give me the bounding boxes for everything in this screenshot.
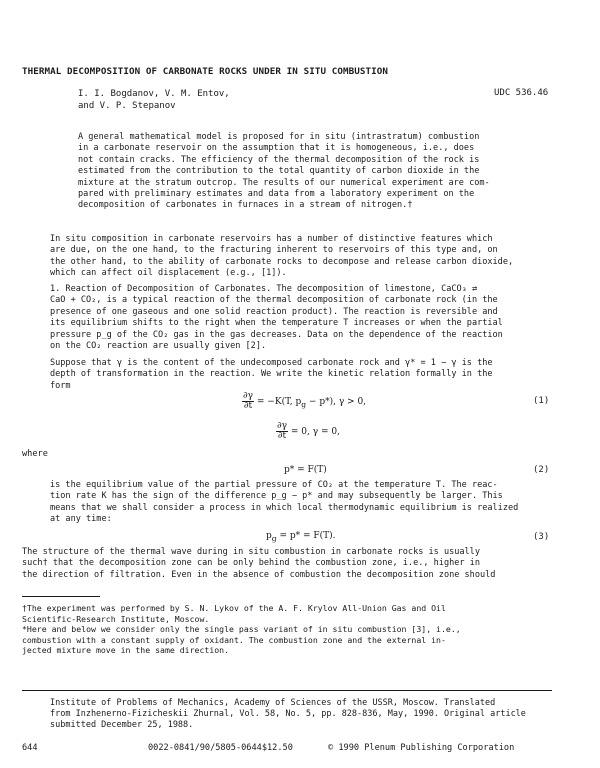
equation-number: (2) [533, 465, 550, 475]
footnote-line: combustion with a constant supply of oxidant. The combustion zone and the external in- [22, 634, 446, 645]
institution-line: from Inzhenerno-Fizicheskii Zhurnal, Vol. 58, No. 5, pp. 828-836, May, 1990. Original article [50, 709, 526, 720]
abstract-line: decomposition of carbonates in furnaces in a stream of nitrogen.† [78, 200, 413, 211]
body-line: The structure of the thermal wave during in situ combustion in carbonate rocks is usually [22, 547, 480, 557]
fraction-numerator: ∂γ [243, 391, 254, 401]
fraction-denominator: ∂t [277, 431, 287, 441]
abstract-line: mixture at the stratum outcrop. The results of our numerical experiment are com- [78, 177, 490, 188]
fraction-denominator: ∂t [243, 401, 253, 411]
institution-line: Institute of Problems of Mechanics, Academy of Sciences of the USSR, Moscow. Translated [50, 698, 496, 708]
equation-number: (3) [533, 532, 550, 542]
copyright-line: © 1990 Plenum Publishing Corporation [328, 743, 515, 753]
fraction [276, 422, 288, 441]
footnote-line: †The experiment was performed by S. N. Lykov of the A. F. Krylov All-Union Gas and Oil [22, 603, 446, 613]
body-line: such† that the decomposition zone can be only behind the combustion zone, i.e., higher in [22, 558, 480, 569]
page-number: 644 [22, 743, 38, 753]
article-title: THERMAL DECOMPOSITION OF CARBONATE ROCKS UNDER IN SITU COMBUSTION [22, 66, 389, 77]
body-line: which can affect oil displacement (e.g., [1]). [50, 268, 287, 279]
footnotes [22, 603, 461, 656]
fraction [242, 392, 254, 411]
body-line: its equilibrium shifts to the right when the temperature T increases or when the partial [50, 318, 503, 329]
abstract-line: pared with preliminary estimates and data from a laboratory experiment on the [78, 189, 475, 200]
abstract-line: in a carbonate reservoir on the assumption that it is homogeneous, i.e., does [78, 143, 475, 154]
body-line: at any time: [50, 514, 112, 525]
body-line: form [50, 380, 71, 391]
equation-subscript: g [271, 533, 277, 543]
equation-2: p* = F(T) [284, 465, 327, 475]
body-line: the direction of filtration. Even in the absence of combustion the decomposition zone should [22, 569, 496, 580]
body-line: depth of transformation in the reaction. We write the kinetic relation formally in the [50, 369, 493, 380]
equation-3 [266, 531, 336, 543]
body-line: CaO + CO₂, is a typical reaction of the thermal decomposition of carbonate rock (in the [50, 295, 498, 306]
body-line: 1. Reaction of Decomposition of Carbonates. The decomposition of limestone, CaCO₃ ⇄ [50, 284, 478, 294]
body-line: pressure p_g of the CO₂ gas in the gas decreases. Data on the dependence of the reaction [50, 329, 503, 340]
paragraph-intro [50, 234, 513, 280]
footnote-rule [22, 596, 100, 597]
paragraph-kinetics [50, 358, 493, 392]
equation-text: − p*), γ > 0, [306, 397, 367, 407]
footnote-line: *Here and below we consider only the single pass variant of in situ combustion [3], i.e., [22, 624, 461, 634]
udc-code: UDC 536.46 [494, 88, 549, 98]
body-line: are due, on the one hand, to the fracturing inherent to reservoirs of this type and, on [50, 245, 498, 256]
equation-text: p [266, 531, 272, 541]
footnote-line: jected mixture move in the same direction. [22, 645, 230, 655]
body-line: the other hand, to the ability of carbonate rocks to decompose and release carbon dioxide, [50, 256, 514, 267]
paragraph-section-1 [50, 284, 503, 352]
footnote-line: Scientific-Research Institute, Moscow. [22, 613, 210, 624]
author-list [78, 88, 230, 112]
body-line: on the CO₂ reaction are usually given [2]. [50, 341, 267, 352]
body-line: presence of one gaseous and one solid reaction product). The reaction is reversible and [50, 306, 498, 317]
fraction-numerator: ∂γ [277, 421, 288, 431]
abstract-line: A general mathematical model is proposed for in situ (intrastratum) combustion [78, 132, 480, 142]
abstract-line: not contain cracks. The efficiency of the thermal decomposition of the rock is [78, 154, 480, 165]
authors-line-2: and V. P. Stepanov [78, 101, 176, 111]
body-line: In situ composition in carbonate reservoirs has a number of distinctive features which [50, 234, 493, 244]
equation-number: (1) [533, 396, 550, 406]
equation-subscript: g [301, 399, 307, 409]
institution-line: submitted December 25, 1988. [50, 720, 194, 731]
equation-text: = −K(T, p [254, 397, 302, 407]
equation-1a [242, 392, 366, 411]
authors-line-1: I. I. Bogdanov, V. M. Entov, [78, 89, 230, 99]
paragraph-thermal-wave [22, 547, 495, 581]
equation-text: = p* = F(T). [276, 531, 336, 541]
body-line: Suppose that γ is the content of the undecomposed carbonate rock and γ* = 1 − γ is the [50, 358, 493, 368]
equation-text: = 0, γ = 0, [288, 427, 340, 437]
abstract-line: estimated from the contribution to the total quantity of carbon dioxide in the [78, 166, 480, 177]
body-line: means that we shall consider a process in which local thermodynamic equilibrium is realized [50, 502, 519, 513]
word-where: where [22, 449, 48, 459]
issn-line: 0022-0841/90/5805-0644$12.50 [148, 743, 293, 753]
abstract [78, 132, 490, 212]
institution-rule [22, 690, 552, 691]
body-line: tion rate K has the sign of the difference p_g − p* and may subsequently be larger. This [50, 491, 503, 502]
body-line: is the equilibrium value of the partial pressure of CO₂ at the temperature T. The reac- [50, 480, 498, 490]
institution-note [50, 698, 526, 732]
paragraph-equilibrium [50, 480, 518, 526]
equation-1b [276, 422, 340, 441]
